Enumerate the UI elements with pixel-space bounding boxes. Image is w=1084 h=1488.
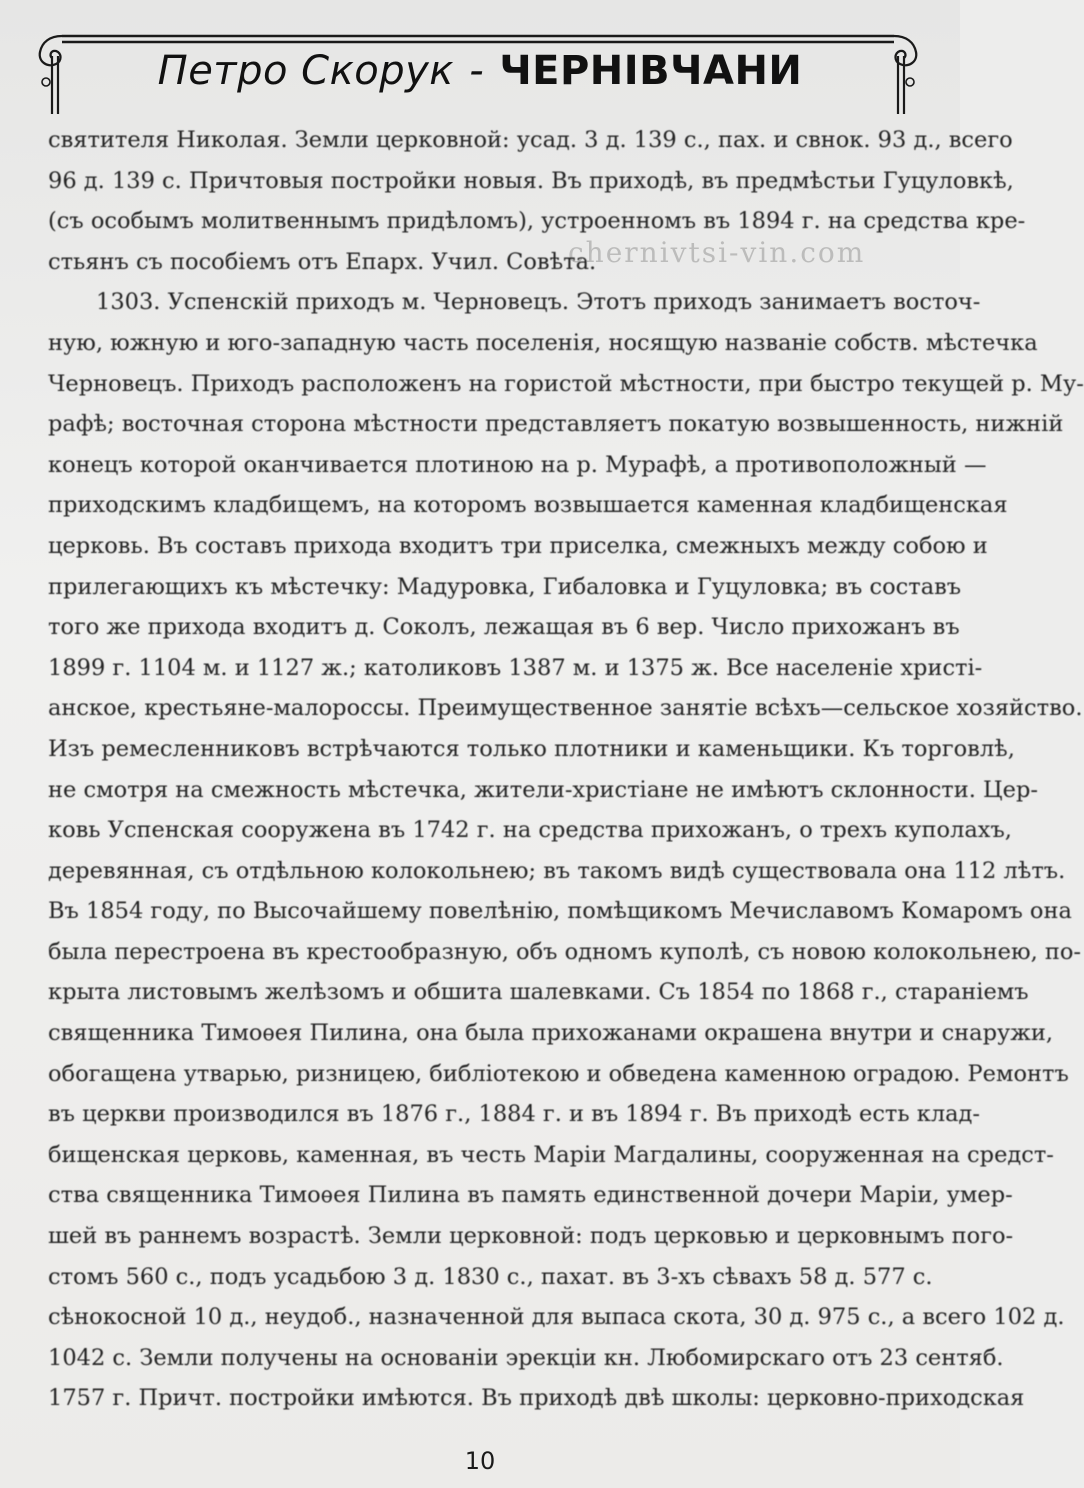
text-line: анское, крестьяне-малороссы. Преимущественное занятіе всѣхъ—сельское хозяйство.	[48, 695, 1083, 722]
text-line: Въ 1854 году, по Высочайшему повелѣнію, помѣщикомъ Мечиславомъ Комаромъ она	[48, 898, 1072, 925]
text-line: 1757 г. Причт. постройки имѣются. Въ приходѣ двѣ школы: церковно-приходская	[48, 1385, 1025, 1412]
text-line: 96 д. 139 с. Причтовыя постройки новыя. Въ приходѣ, въ предмѣстьи Гуцуловкѣ,	[48, 167, 1014, 194]
header-author: Петро Скорук	[157, 48, 454, 94]
text-line: сѣнокосной 10 д., неудоб., назначенной для выпаса скота, 30 д. 975 с., а всего 102 д.	[48, 1304, 1065, 1331]
text-line: деревянная, съ отдѣльною колокольнею; въ такомъ видѣ существовала она 112 лѣтъ.	[48, 857, 1066, 884]
text-line: того же прихода входитъ д. Соколъ, лежащая въ 6 вер. Число прихожанъ въ	[48, 614, 960, 641]
text-line: была перестроена въ крестообразную, объ одномъ куполѣ, съ новою колокольнею, по-	[48, 938, 1082, 965]
text-line: конецъ которой оканчивается плотиною на р. Мурафѣ, а противоположный —	[48, 451, 987, 478]
text-line: обогащена утварью, ризницею, библіотекою и обведена каменною оградою. Ремонтъ	[48, 1060, 1069, 1087]
text-line: не смотря на смежность мѣстечка, жители-христіане не имѣютъ склонности. Цер-	[48, 776, 1038, 803]
text-line: стомъ 560 с., подъ усадьбою 3 д. 1830 с., пахат. въ 3-хъ сѣвахъ 58 д. 577 с.	[48, 1263, 933, 1290]
text-line: прилегающихъ къ мѣстечку: Мадуровка, Гибаловка и Гуцуловка; въ составъ	[48, 573, 962, 600]
text-line: церковь. Въ составъ прихода входитъ три приселка, смежныхъ между собою и	[48, 532, 988, 559]
text-line: 1303. Успенскій приходъ м. Черновецъ. Этотъ приходъ занимаетъ восточ-	[96, 289, 981, 316]
text-line: 1899 г. 1104 м. и 1127 ж.; католиковъ 1387 м. и 1375 ж. Все населеніе христі-	[48, 654, 983, 681]
text-line: шей въ раннемъ возрастѣ. Земли церковной: подъ церковью и церковнымъ пого-	[48, 1223, 1014, 1250]
text-line: (съ особымъ молитвеннымъ придѣломъ), устроенномъ въ 1894 г. на средства кре-	[48, 208, 1026, 235]
text-line: ную, южную и юго-западную часть поселенія, носящую названіе собств. мѣстечка	[48, 329, 1038, 356]
text-line: 1042 с. Земли получены на основаніи эрекціи кн. Любомирскаго отъ 23 сентяб.	[48, 1344, 1004, 1371]
text-line: бищенская церковь, каменная, въ честь Маріи Магдалины, сооруженная на средст-	[48, 1141, 1054, 1168]
text-line: приходскимъ кладбищемъ, на которомъ возвышается каменная кладбищенская	[48, 492, 1008, 519]
text-line: ковь Успенская сооружена въ 1742 г. на средства прихожанъ, о трехъ куполахъ,	[48, 817, 1012, 844]
text-line: Изъ ремесленниковъ встрѣчаются только плотники и каменьщики. Къ торговлѣ,	[48, 735, 1015, 762]
text-line: священника Тимоѳея Пилина, она была прихожанами окрашена внутри и снаружи,	[48, 1020, 1054, 1047]
page-number: 10	[464, 1447, 496, 1475]
text-line: стьянъ съ пособіемъ отъ Епарх. Учил. Совѣта.	[48, 248, 597, 275]
running-header	[0, 44, 960, 98]
header-book-title: ЧЕРНІВЧАНИ	[499, 48, 803, 94]
text-line: Черновецъ. Приходъ расположенъ на гористой мѣстности, при быстро текущей р. Му-	[48, 370, 1084, 397]
body-text	[48, 120, 1084, 1440]
text-line: крыта листовымъ желѣзомъ и обшита шалевками. Съ 1854 по 1868 г., стараніемъ	[48, 979, 1029, 1006]
header-separator: -	[469, 48, 485, 94]
text-line: въ церкви производился въ 1876 г., 1884 г. и въ 1894 г. Въ приходѣ есть клад-	[48, 1101, 981, 1128]
watermark: chernivtsi-vin.com	[568, 236, 866, 269]
text-line: рафѣ; восточная сторона мѣстности представляетъ покатую возвышенность, нижній	[48, 411, 1064, 438]
text-line: святителя Николая. Земли церковной: усад. 3 д. 139 с., пах. и свнок. 93 д., всего	[48, 127, 1013, 153]
text-line: ства священника Тимоѳея Пилина въ память единственной дочери Маріи, умер-	[48, 1182, 1013, 1209]
